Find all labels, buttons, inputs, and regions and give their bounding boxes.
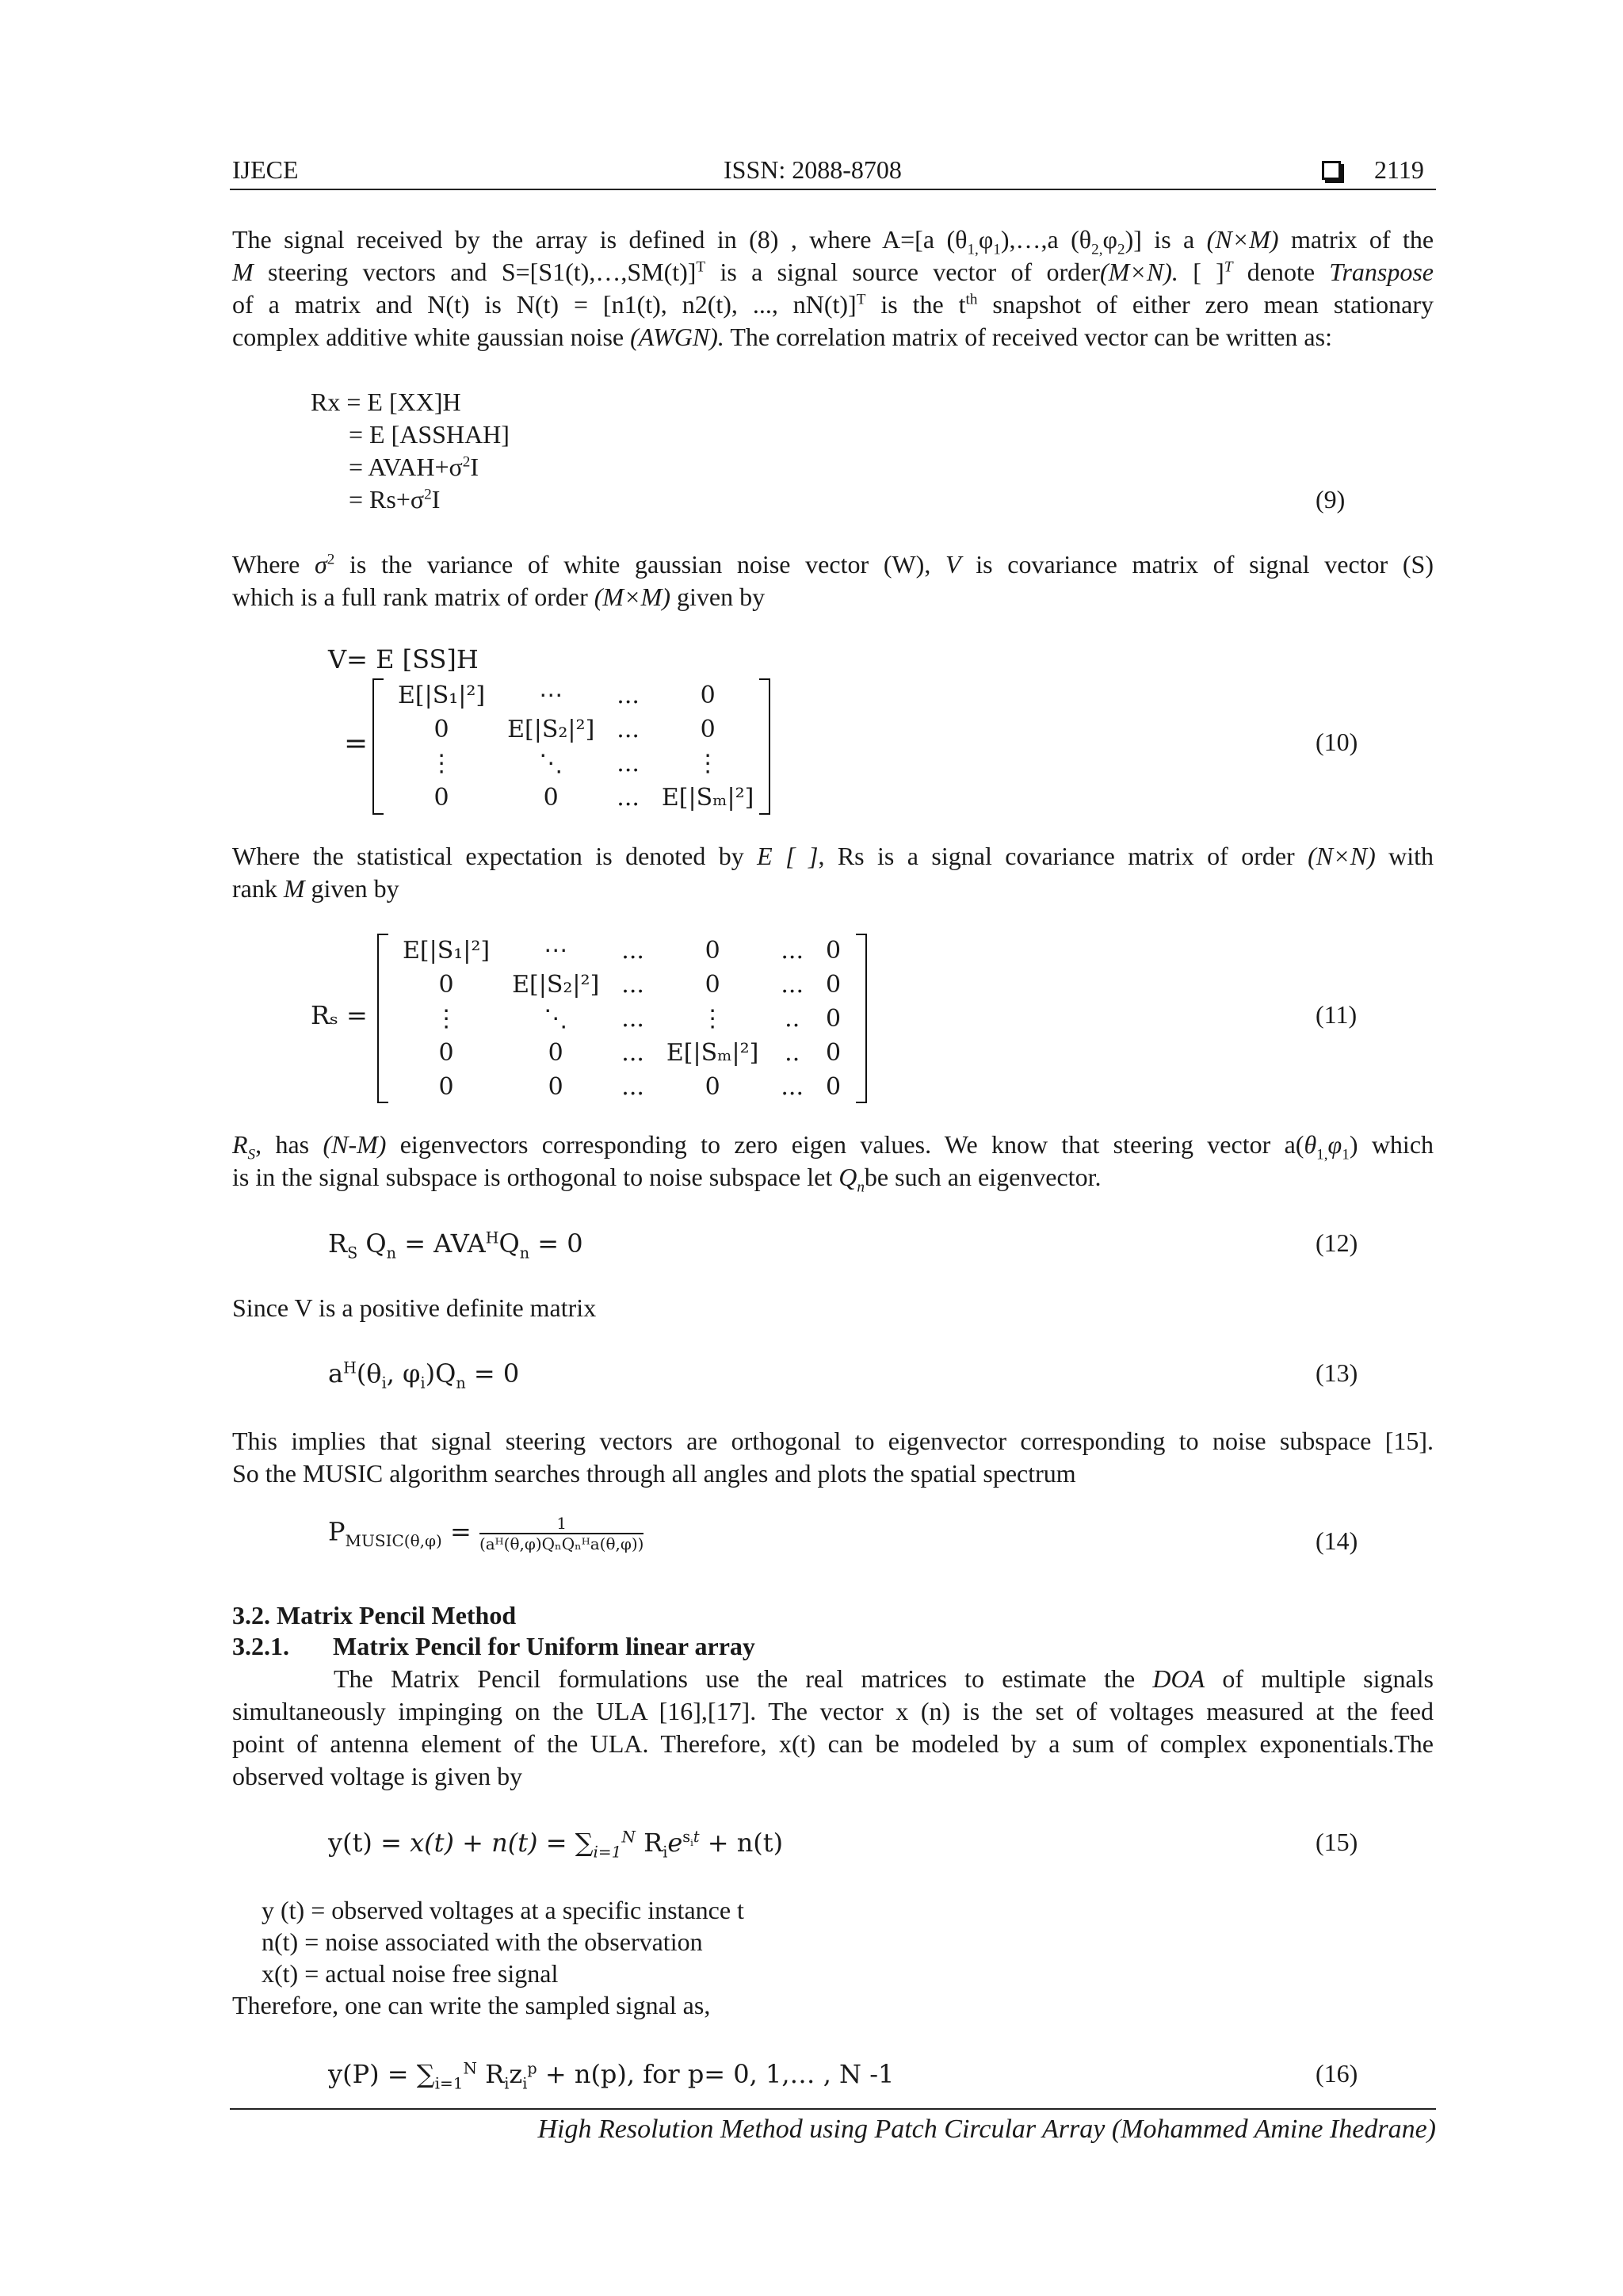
definition-x: x(t) = actual noise free signal bbox=[262, 1959, 559, 1988]
eq11-matrix-cell: 0 bbox=[438, 1073, 454, 1101]
paragraph-expectation: Where the statistical expectation is denoted by E [ ], Rs is a signal covariance matrix of order (N×N) with rank M given by bbox=[232, 842, 1434, 903]
eq11-matrix-row bbox=[391, 1070, 852, 1104]
eq10-matrix-cell: 0 bbox=[433, 784, 449, 812]
eq11-matrix-cell: 0 bbox=[438, 971, 454, 999]
eq11-matrix-cell: E[|S₂|²] bbox=[512, 971, 600, 999]
eq9-number: (9) bbox=[1316, 485, 1346, 514]
definition-n: n(t) = noise associated with the observation bbox=[262, 1927, 703, 1956]
paragraph-eigenvectors: $R_S$, has (N-M) eigenvectors corresponding to zero eigen values. We know that steering vector $a(\theta_{1,}\varphi_1)$ which is in the signal subspace is orthogonal to noise subspace let $Q_nbe$ such an eigenvector. bbox=[232, 1130, 1434, 1196]
eq9-line4: = $Rs+\sigma^2I$ bbox=[349, 485, 441, 514]
running-footer: High Resolution Method using Patch Circular Array (Mohammed Amine Ihedrane) bbox=[537, 2115, 1436, 2144]
eq11-matrix-cell: ... bbox=[621, 1005, 644, 1033]
eq11-matrix-cell: .. bbox=[785, 1005, 800, 1033]
header-rule bbox=[230, 189, 1436, 190]
eq11-matrix-cell: 0 bbox=[826, 1039, 842, 1067]
paragraph-matrix-pencil: The Matrix Pencil formulations use the real matrices to estimate the DOA of multiple signals simultaneously impinging on the ULA [16],[17]. The vector x (n) is the set of voltages measured at the feed point of antenna element of the ULA. Therefore, x(t) can be modeled by a sum of complex exponentials.The observed voltage is given by bbox=[232, 1664, 1434, 1790]
eq11-matrix-cell: 0 bbox=[438, 1039, 454, 1067]
eq11-matrix-cell: ... bbox=[621, 937, 644, 965]
eq11-matrix-cell: ... bbox=[621, 1073, 644, 1101]
eq11-matrix-row bbox=[391, 1002, 852, 1036]
definition-y: y (t) = observed voltages at a specific instance t bbox=[262, 1896, 744, 1924]
eq11-matrix-cell: ... bbox=[621, 1039, 644, 1067]
eq10-equals: = bbox=[344, 728, 369, 760]
eq11-matrix-cell: ... bbox=[621, 971, 644, 999]
eq10-matrix-cell: ... bbox=[617, 784, 640, 812]
eq11-matrix-cell: 0 bbox=[826, 971, 842, 999]
eq11-matrix-cell: ... bbox=[781, 1073, 804, 1101]
eq15: $y(t) = x(t) + n(t) = \sum_{i=1}^N$ $R_ie^{s_it} + n(t)$ bbox=[328, 1827, 784, 1862]
eq10-matrix-cell: 0 bbox=[433, 716, 449, 743]
paragraph-music: This implies that signal steering vectors are orthogonal to eigenvector corresponding to noise subspace [15]. So the MUSIC algorithm searches through all angles and plots the spatial spectrum bbox=[232, 1427, 1434, 1488]
eq14-fraction: $\frac{1}{\text{(aᴴ(θ,φ)QₙQₙᴴa(θ,φ))}}$ bbox=[479, 1514, 644, 1553]
eq11-matrix-row bbox=[391, 934, 852, 968]
subsection-title: Matrix Pencil for Uniform linear array bbox=[333, 1632, 755, 1660]
eq9-line1: Rx = E [XX]H bbox=[311, 388, 461, 416]
eq11-number: (11) bbox=[1316, 1000, 1358, 1029]
eq11-matrix-row bbox=[391, 968, 852, 1002]
footer-rule bbox=[230, 2108, 1436, 2110]
eq11-matrix-cell: ⋯ bbox=[544, 937, 568, 965]
page-number-block bbox=[1322, 155, 1424, 185]
eq10-matrix-row bbox=[387, 712, 765, 747]
box-bullet-icon bbox=[1322, 161, 1341, 180]
eq11-matrix-cell: 0 bbox=[548, 1073, 563, 1101]
sampled-signal-intro: Therefore, one can write the sampled signal as, bbox=[232, 1991, 711, 2019]
eq11-matrix bbox=[377, 934, 867, 1103]
eq12: $R_S$ $Q_n = AVA^HQ_n = 0$ bbox=[328, 1228, 583, 1263]
eq13-number: (13) bbox=[1316, 1358, 1358, 1387]
eq10-lhs: V= E [SS]H bbox=[328, 644, 479, 674]
eq11-matrix-row bbox=[391, 1036, 852, 1070]
eq11-matrix-cell: 0 bbox=[548, 1039, 563, 1067]
eq10-matrix-row bbox=[387, 678, 765, 712]
eq10-matrix-cell: ⋱ bbox=[539, 750, 563, 777]
eq11-matrix-cell: ... bbox=[781, 937, 804, 965]
eq10-matrix-cell: ⋮ bbox=[430, 750, 454, 777]
eq10-matrix-cell: ⋯ bbox=[539, 682, 563, 709]
eq11-matrix-cell: ⋱ bbox=[544, 1005, 568, 1033]
eq11-matrix-cell: 0 bbox=[705, 1073, 720, 1101]
eq15-number: (15) bbox=[1316, 1828, 1358, 1856]
eq11-matrix-cell: 0 bbox=[705, 937, 720, 965]
eq11-matrix-cell: E[|S₁|²] bbox=[403, 937, 491, 965]
eq13: $a^H(\theta_i$, $\varphi_i)Q_n = 0$ bbox=[328, 1358, 520, 1392]
paragraph-variance: Where $\sigma^2$ is the variance of white gaussian noise vector (W), V is covariance matrix of signal vector (S) which is a full rank matrix of order (M×M) given by bbox=[232, 550, 1434, 611]
eq10-matrix bbox=[372, 678, 770, 815]
eq10-number: (10) bbox=[1316, 728, 1358, 756]
eq10-matrix-cell: 0 bbox=[543, 784, 559, 812]
eq11-lhs: Rₛ = bbox=[311, 1000, 368, 1030]
eq14-number: (14) bbox=[1316, 1526, 1358, 1555]
eq11-matrix-cell: 0 bbox=[826, 1073, 842, 1101]
eq10-matrix-cell: ... bbox=[617, 682, 640, 709]
page-number: 2119 bbox=[1374, 155, 1424, 184]
eq10-matrix-row bbox=[387, 781, 765, 815]
section-heading: 3.2. Matrix Pencil Method bbox=[232, 1601, 517, 1629]
eq11-matrix-cell: 0 bbox=[826, 937, 842, 965]
eq11-matrix-cell: ⋮ bbox=[701, 1005, 725, 1033]
eq10-matrix-row bbox=[387, 747, 765, 781]
eq10-matrix-cell: ... bbox=[617, 716, 640, 743]
eq11-matrix-cell: 0 bbox=[826, 1005, 842, 1033]
eq11-matrix-cell: .. bbox=[785, 1039, 800, 1067]
eq10-matrix-cell: E[|S₂|²] bbox=[507, 716, 595, 743]
eq10-matrix-cell: ... bbox=[617, 750, 640, 777]
eq10-matrix-cell: ⋮ bbox=[696, 750, 720, 777]
eq16-number: (16) bbox=[1316, 2059, 1358, 2088]
eq10-matrix-cell: E[|S₁|²] bbox=[398, 682, 486, 709]
eq16: $y(P) = \sum_{i=1}^N$ $R_iz_i^p + n(p)$, for p= 0, 1,… , N -1 bbox=[328, 2058, 895, 2093]
eq9-line3: = $AVAH+\sigma^2I$ bbox=[349, 453, 479, 481]
eq10-matrix-cell: 0 bbox=[700, 716, 716, 743]
journal-name: IJECE bbox=[232, 155, 299, 184]
eq10-matrix-cell: 0 bbox=[700, 682, 716, 709]
eq10-matrix-cell: E[|Sₘ|²] bbox=[661, 784, 754, 812]
eq12-number: (12) bbox=[1316, 1228, 1358, 1257]
eq14: $P_{MUSIC(\theta,\varphi)}$ = $\frac{1}{\text{(aᴴ(θ,φ)QₙQₙᴴa(θ,φ))}}$ bbox=[328, 1514, 644, 1553]
issn: ISSN: 2088-8708 bbox=[724, 155, 902, 184]
paragraph-signal-model: The signal received by the array is defined in (8) , where A=[a $(\theta_{1,}\varphi_1),\dots,a$ $(\theta_{2,}\varphi_2)$] is a (N×M) matrix of the M steering vectors and S=[S1(t),…,SM(t)]$^T$ is a signal source vector of order(M×N). [ ]$^T$ denote Transpose of a matrix and N(t) is N(t) = [n1(t), n2(t), ..., nN(t)]$^T$ is the $t^{th}$ snapshot of either zero mean stationary complex additive white gaussian noise (AWGN). The correlation matrix of received vector can be written as: bbox=[232, 225, 1434, 351]
paragraph-positive-definite: Since V is a positive definite matrix bbox=[232, 1293, 597, 1322]
subsection-number: 3.2.1. bbox=[232, 1632, 289, 1660]
eq9-line2: = E [ASSHAH] bbox=[349, 420, 510, 449]
eq11-matrix-cell: ⋮ bbox=[434, 1005, 459, 1033]
eq11-matrix-cell: E[|Sₘ|²] bbox=[666, 1039, 759, 1067]
eq11-matrix-cell: ... bbox=[781, 971, 804, 999]
eq11-matrix-cell: 0 bbox=[705, 971, 720, 999]
